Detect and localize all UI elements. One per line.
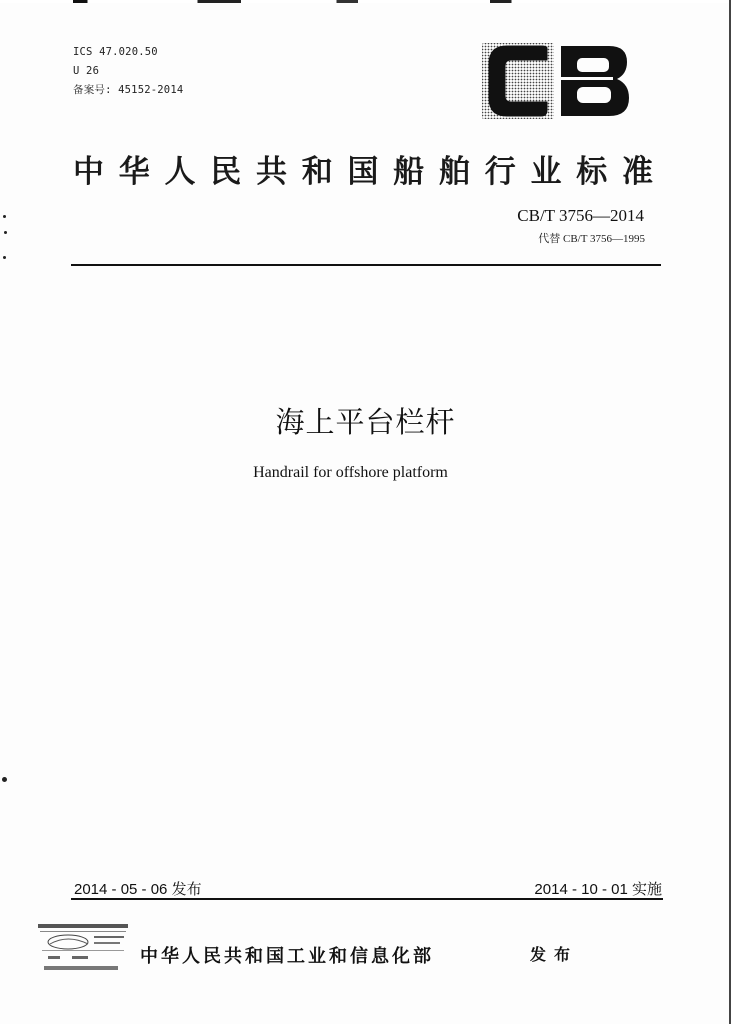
title-char: 共 bbox=[256, 154, 287, 190]
title-char: 国 bbox=[347, 154, 379, 190]
title-char: 业 bbox=[530, 154, 562, 190]
title-char: 华 bbox=[118, 154, 150, 190]
filing-number: 备案号: 45152-2014 bbox=[73, 84, 184, 96]
ccs-code: U 26 bbox=[73, 65, 100, 77]
footer-divider bbox=[71, 898, 663, 900]
classification-block bbox=[73, 43, 183, 100]
header-divider bbox=[71, 264, 661, 266]
ics-code: ICS 47.020.50 bbox=[73, 46, 158, 58]
title-char: 中 bbox=[73, 154, 104, 190]
document-title-chinese: 海上平台栏杆 bbox=[275, 405, 456, 439]
issue-date: 2014 - 05 - 06 发布 bbox=[74, 881, 202, 898]
scan-speck bbox=[3, 256, 6, 259]
scan-edge-artifact bbox=[0, 0, 731, 3]
anti-counterfeit-stamp bbox=[38, 922, 128, 980]
cb-standard-logo bbox=[481, 42, 631, 120]
title-char: 准 bbox=[622, 154, 653, 190]
title-char: 船 bbox=[393, 154, 425, 190]
title-char: 和 bbox=[301, 154, 333, 190]
scan-speck bbox=[4, 231, 7, 234]
implementation-date: 2014 - 10 - 01 实施 bbox=[534, 881, 662, 898]
document-title-english: Handrail for offshore platform bbox=[253, 464, 448, 481]
title-char: 标 bbox=[576, 154, 608, 190]
title-char: 舶 bbox=[439, 154, 470, 190]
issue-label: 发布 bbox=[530, 945, 579, 964]
title-char: 行 bbox=[484, 154, 516, 190]
standard-number: CB/T 3756—2014 bbox=[517, 206, 644, 225]
scan-speck bbox=[3, 215, 6, 218]
replaces-standard: 代替 CB/T 3756—1995 bbox=[538, 233, 645, 245]
industry-standard-title bbox=[73, 146, 653, 191]
scan-speck bbox=[2, 777, 7, 782]
title-char: 民 bbox=[210, 154, 242, 190]
issuing-authority: 中华人民共和国工业和信息化部 bbox=[140, 946, 434, 967]
title-char: 人 bbox=[164, 154, 196, 190]
